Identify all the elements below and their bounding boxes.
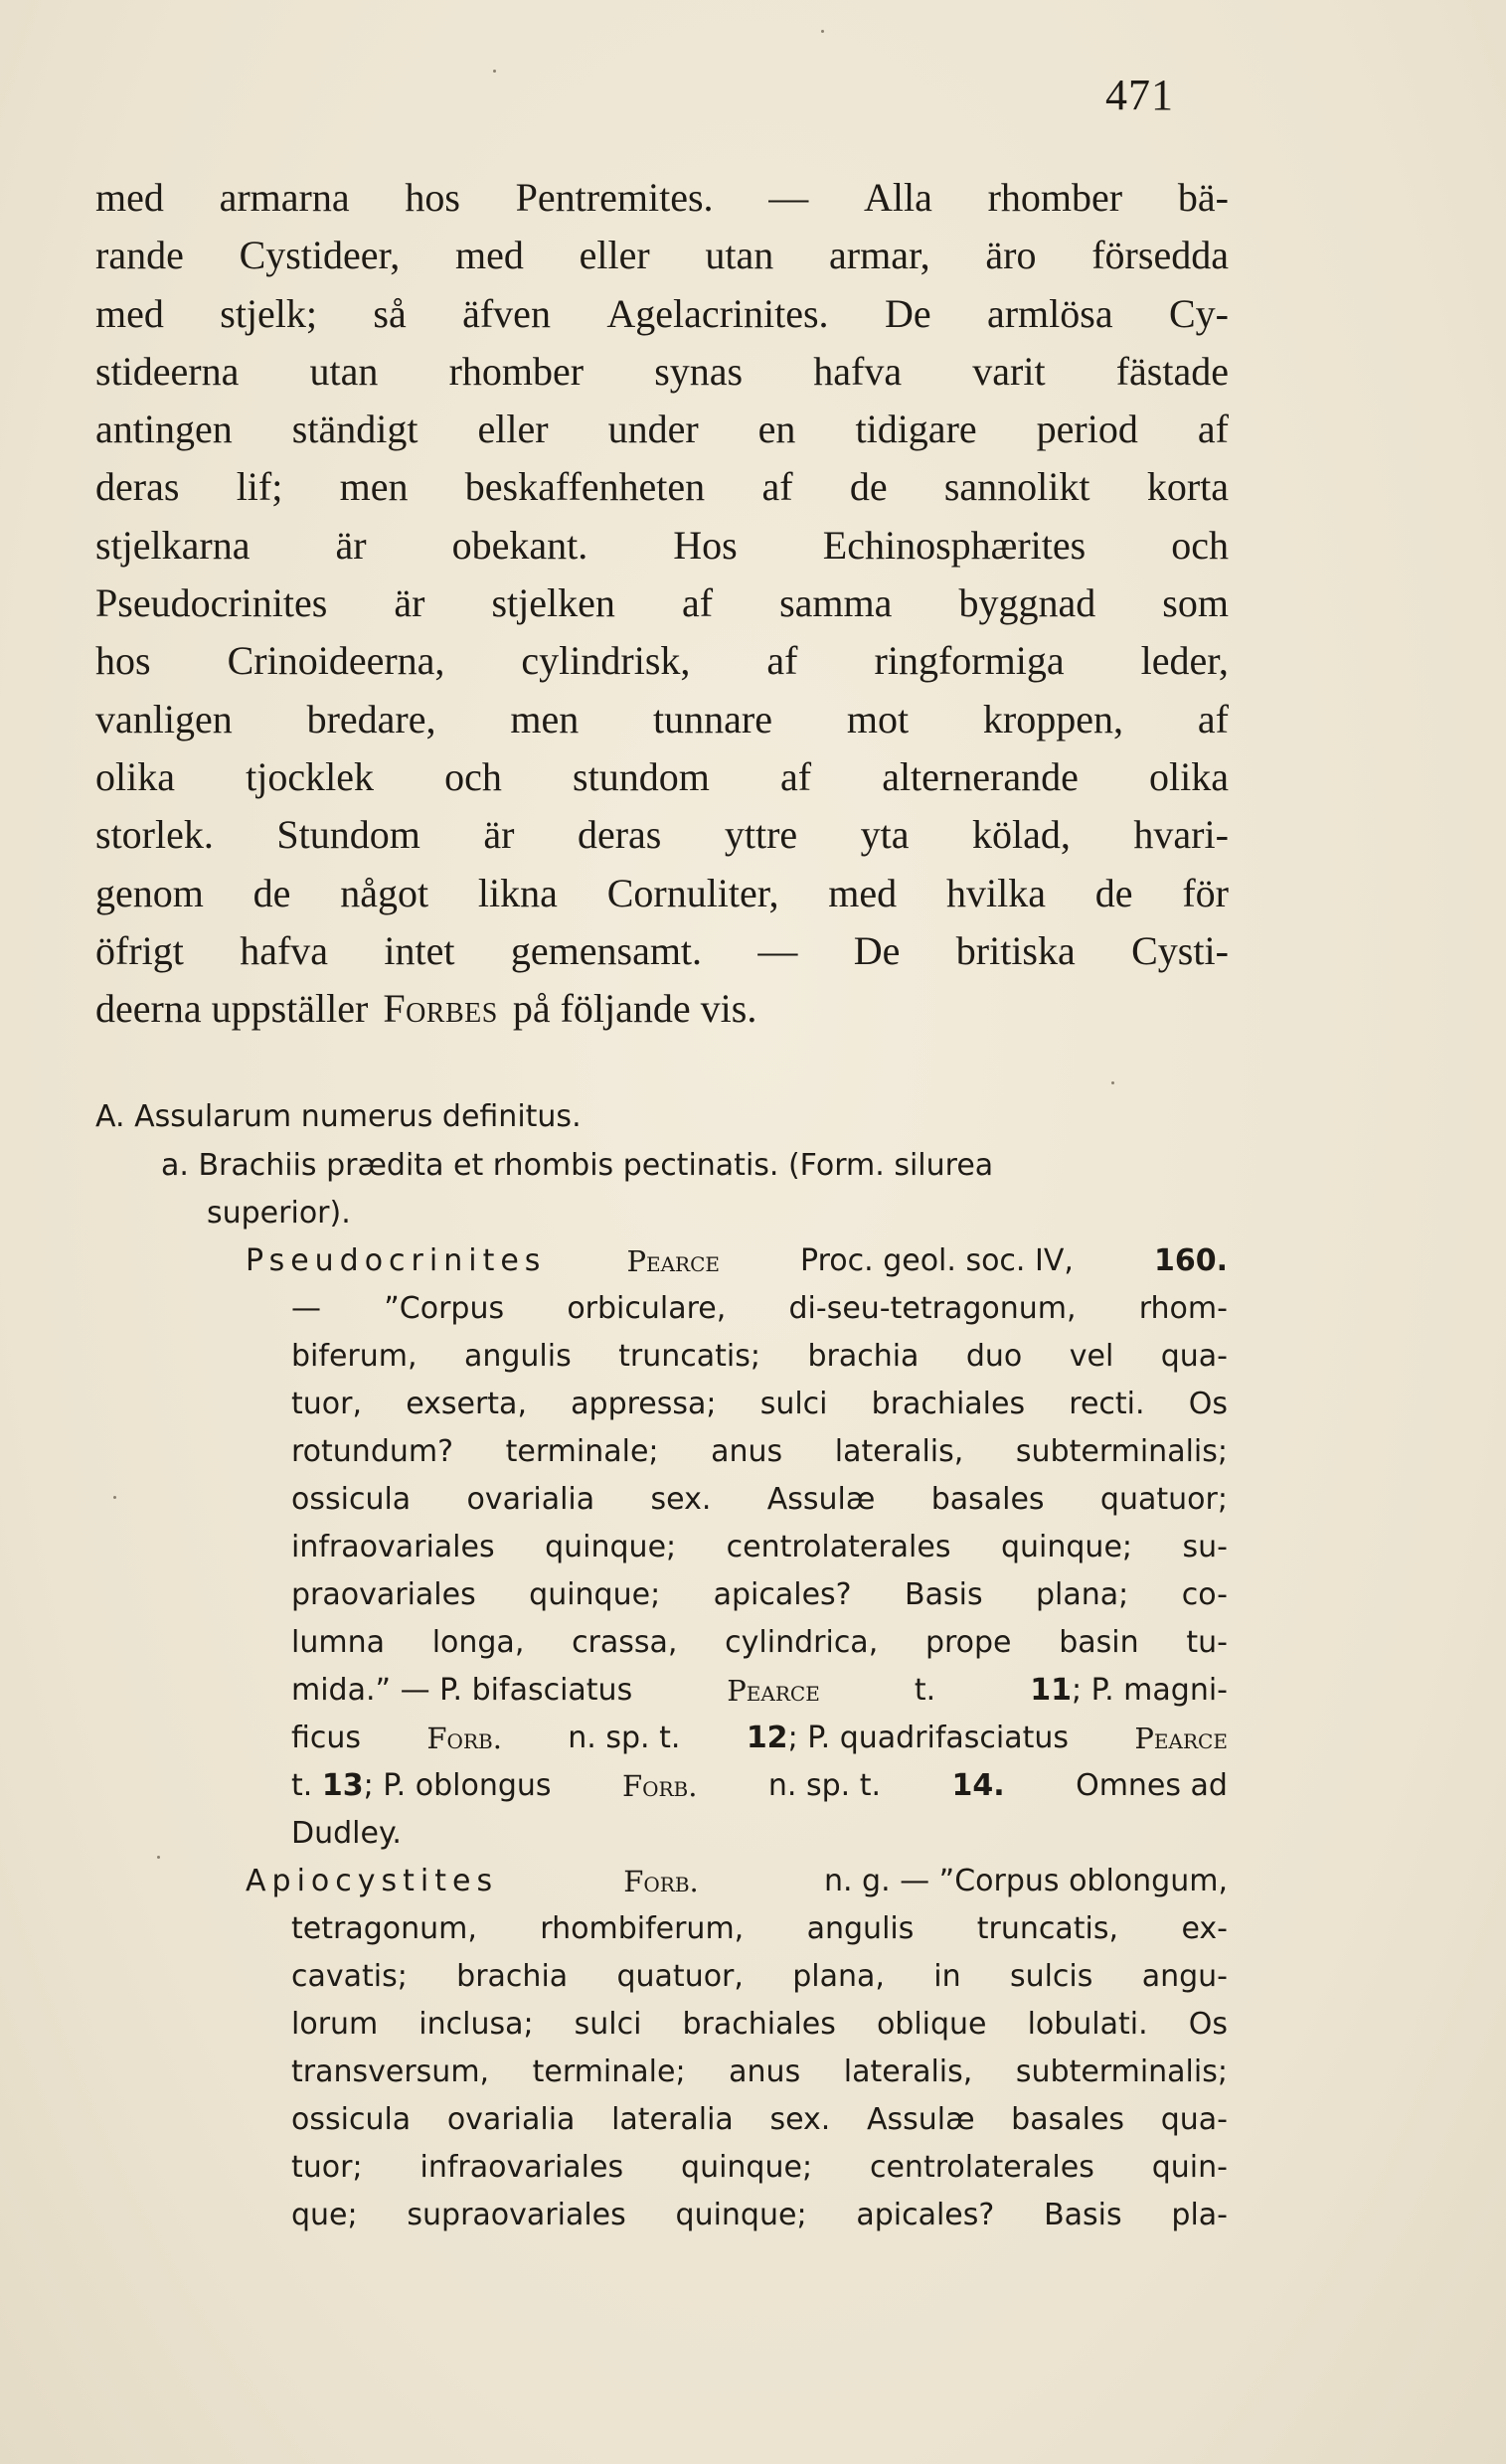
prose-line: genom de något likna Cornuliter, med hvilka de för [95,870,1229,915]
description-line: transversum, terminale; anus lateralis, subterminalis; [291,2054,1228,2089]
description-line: cavatis; brachia quatuor, plana, in sulcis angu- [291,1959,1228,1994]
description-line: Dudley. [291,1816,402,1851]
paper-speck [113,1496,116,1499]
description-line: tetragonum, rhombiferum, angulis truncatis, ex- [291,1911,1228,1946]
prose-line: stideerna utan rhomber synas hafva varit fästade [95,348,1229,394]
author-name: Pearce [626,1244,720,1278]
prose-line: rande Cystideer, med eller utan armar, äro försedda [95,233,1229,278]
page-number: 471 [1105,71,1174,119]
prose-line: olika tjocklek och stundom af alternerande olika [95,753,1229,799]
paper-speck [493,70,496,73]
description-line: infraovariales quinque; centrolaterales quinque; su- [291,1530,1228,1564]
description-line: que; supraovariales quinque; apicales? Basis pla- [291,2198,1228,2232]
prose-line-last: deerna uppställer Forbes på följande vis. [95,980,1229,1038]
prose-line: Pseudocrinites är stjelken af samma byggnad som [95,580,1229,626]
paper-speck [157,1856,160,1859]
description-line: praovariales quinque; apicales? Basis plana; co- [291,1577,1228,1612]
description-line: tuor, exserta, appressa; sulci brachiales recti. Os [291,1387,1228,1421]
prose-line: öfrigt hafva intet gemensamt. — De britiska Cysti- [95,927,1229,973]
prose-line: storlek. Stundom är deras yttre yta kölad, hvari- [95,812,1229,858]
description-line: rotundum? terminale; anus lateralis, subterminalis; [291,1434,1228,1469]
description-line: — ”Corpus orbiculare, di-seu-tetragonum, rhom- [291,1291,1228,1326]
swedish-paragraph [95,169,1229,1038]
prose-line: vanligen bredare, men tunnare mot kroppen, af [95,696,1229,741]
description-line: tuor; infraovariales quinque; centrolaterales quin- [291,2150,1228,2185]
section-a-heading: A. Assularum numerus definitus. [95,1099,582,1134]
subsection-a-line-continued: superior). [207,1196,351,1231]
description-line: t. 13; P. oblongus Forb. n. sp. t. 14. Omnes ad [291,1768,1228,1803]
description-line: ossicula ovarialia sex. Assulæ basales quatuor; [291,1482,1228,1517]
description-line: biferum, angulis truncatis; brachia duo vel qua- [291,1339,1228,1374]
apiocystites-heading: Apiocystites Forb. n. g. — ”Corpus oblongum, [246,1862,1228,1901]
author-name: Forbes [383,986,498,1032]
paper-speck [1111,1081,1114,1084]
pseudocrinites-heading: Pseudocrinites Pearce Proc. geol. soc. IV, 160. [246,1241,1228,1281]
prose-line: med armarna hos Pentremites. — Alla rhomber bä- [95,175,1229,220]
prose-line: deras lif; men beskaffenheten af de sannolikt korta [95,464,1229,510]
prose-line: antingen ständigt eller under en tidigare period af [95,407,1229,452]
genus-name: Pseudocrinites [246,1243,547,1278]
paper-speck [821,30,824,33]
prose-line: med stjelk; så äfven Agelacrinites. De armlösa Cy- [95,290,1229,336]
subsection-a-line: a. Brachiis prædita et rhombis pectinatis. (Form. silurea [161,1148,994,1183]
description-line: lorum inclusa; sulci brachiales oblique lobulati. Os [291,2007,1228,2042]
author-name: Forb. [623,1865,699,1898]
description-line: ficus Forb. n. sp. t. 12; P. quadrifasciatus Pearce [291,1721,1228,1755]
prose-line: stjelkarna är obekant. Hos Echinosphærites och [95,522,1229,568]
genus-name: Apiocystites [246,1864,499,1898]
description-line: mida.” — P. bifasciatus Pearce t. 11; P. magni- [291,1673,1228,1708]
description-line: lumna longa, crassa, cylindrica, prope basin tu- [291,1625,1228,1660]
prose-line: hos Crinoideerna, cylindrisk, af ringformiga leder, [95,638,1229,684]
description-line: ossicula ovarialia lateralia sex. Assulæ basales qua- [291,2102,1228,2137]
